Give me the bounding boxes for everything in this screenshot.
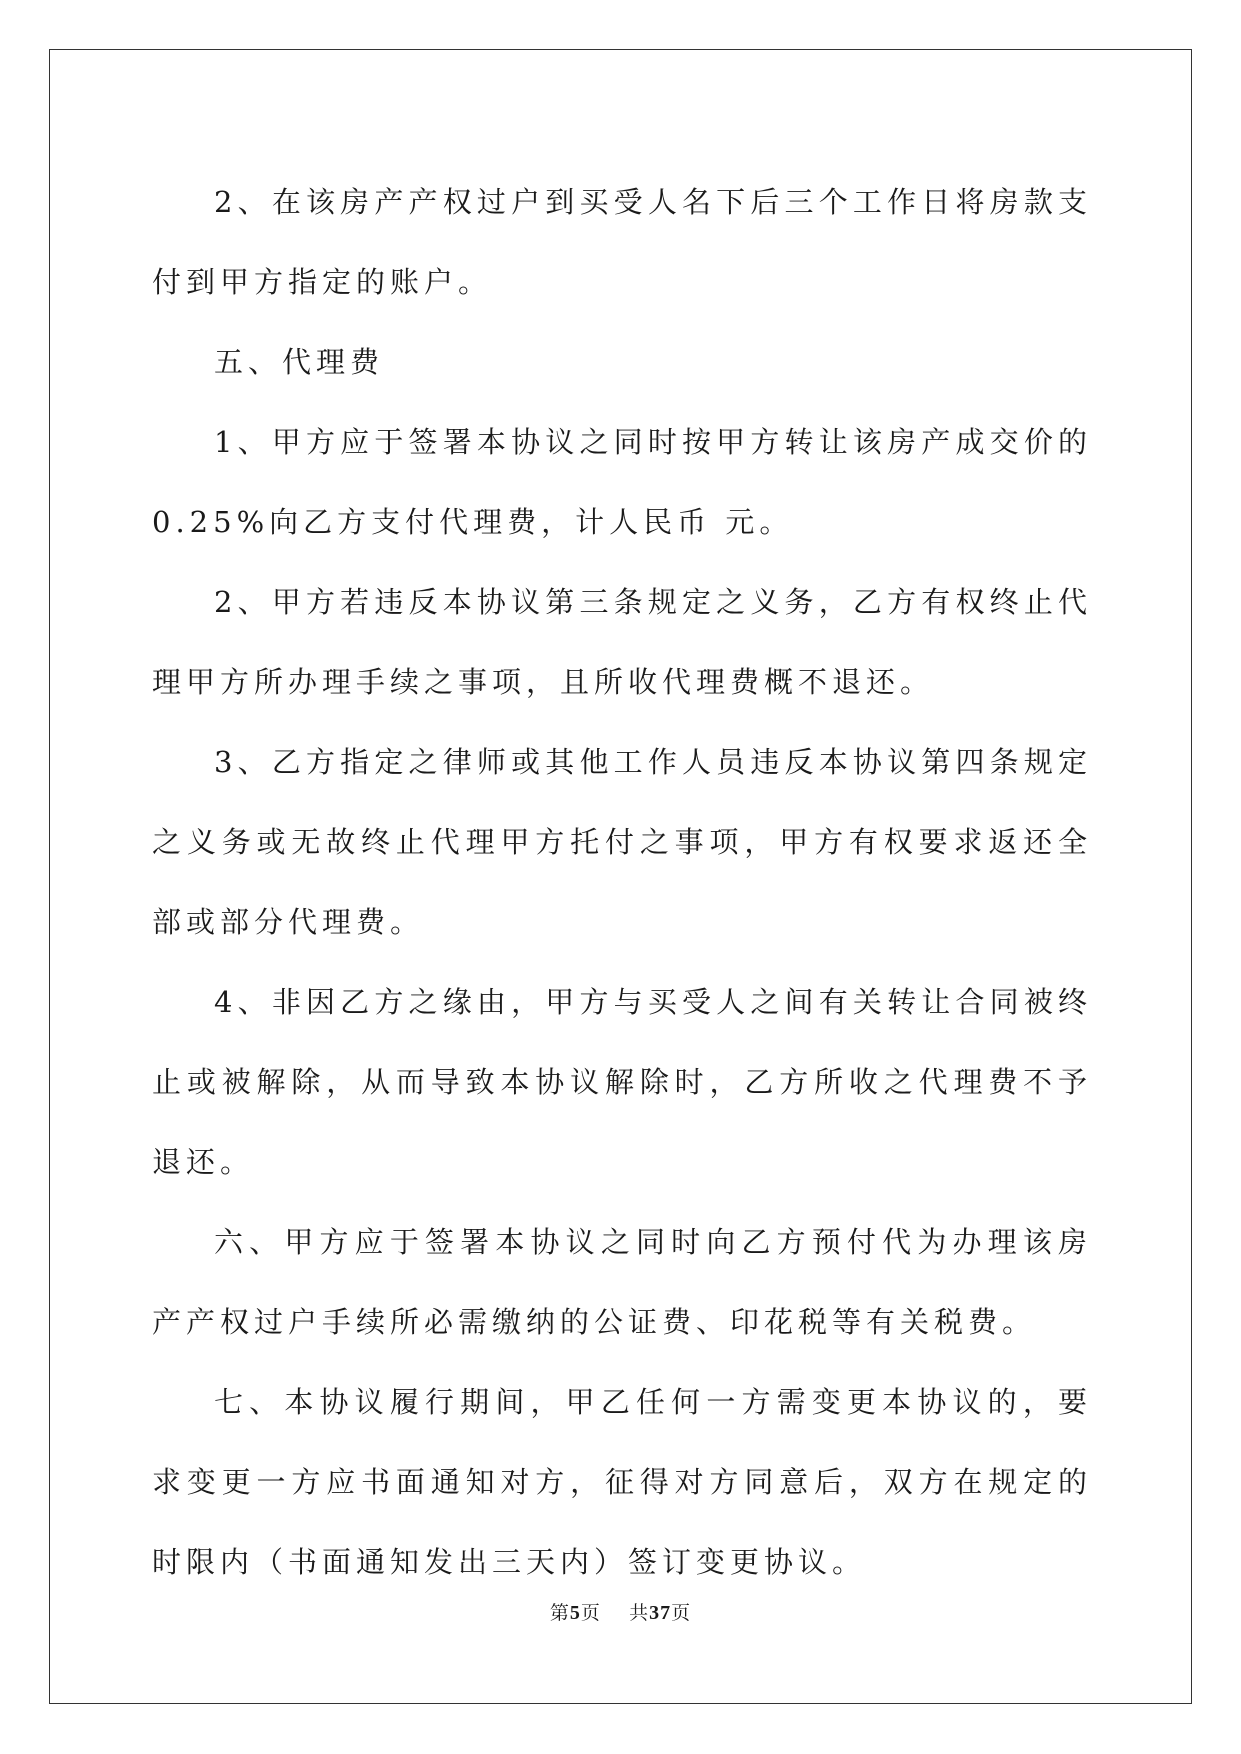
paragraph-agency-fee-4: 4、非因乙方之缘由，甲方与买受人之间有关转让合同被终止或被解除，从而导致本协议解除时，乙方所收之代理费不予退还。 (152, 985, 1092, 1179)
paragraph-payment-clause: 2、在该房产产权过户到买受人名下后三个工作日将房款支付到甲方指定的账户。 (152, 185, 1092, 299)
paragraph-agency-fee-1: 1、甲方应于签署本协议之同时按甲方转让该房产成交价的0.25%向乙方支付代理费，计人民币 元。 (152, 425, 1092, 539)
footer-total-suffix: 页 (671, 1602, 692, 1624)
total-page-count: 37 (649, 1602, 672, 1624)
page-footer (0, 1598, 1241, 1625)
section-seven-amendment: 七、本协议履行期间，甲乙任何一方需变更本协议的，要求变更一方应书面通知对方，征得对方同意后，双方在规定的时限内（书面通知发出三天内）签订变更协议。 (152, 1385, 1092, 1579)
section-heading-agency-fee: 五、代理费 (214, 345, 385, 379)
footer-page-suffix: 页 (580, 1602, 601, 1624)
footer-total-prefix: 共 (629, 1602, 650, 1624)
paragraph-agency-fee-2: 2、甲方若违反本协议第三条规定之义务，乙方有权终止代理甲方所办理手续之事项，且所收代理费概不退还。 (152, 585, 1092, 699)
section-six-prepayment: 六、甲方应于签署本协议之同时向乙方预付代为办理该房产产权过户手续所必需缴纳的公证费、印花税等有关税费。 (152, 1225, 1092, 1339)
current-page-number: 5 (569, 1602, 581, 1624)
document-body (152, 162, 1092, 1602)
paragraph-agency-fee-3: 3、乙方指定之律师或其他工作人员违反本协议第四条规定之义务或无故终止代理甲方托付之事项，甲方有权要求返还全部或部分代理费。 (152, 745, 1092, 939)
footer-prefix: 第 (549, 1602, 570, 1624)
